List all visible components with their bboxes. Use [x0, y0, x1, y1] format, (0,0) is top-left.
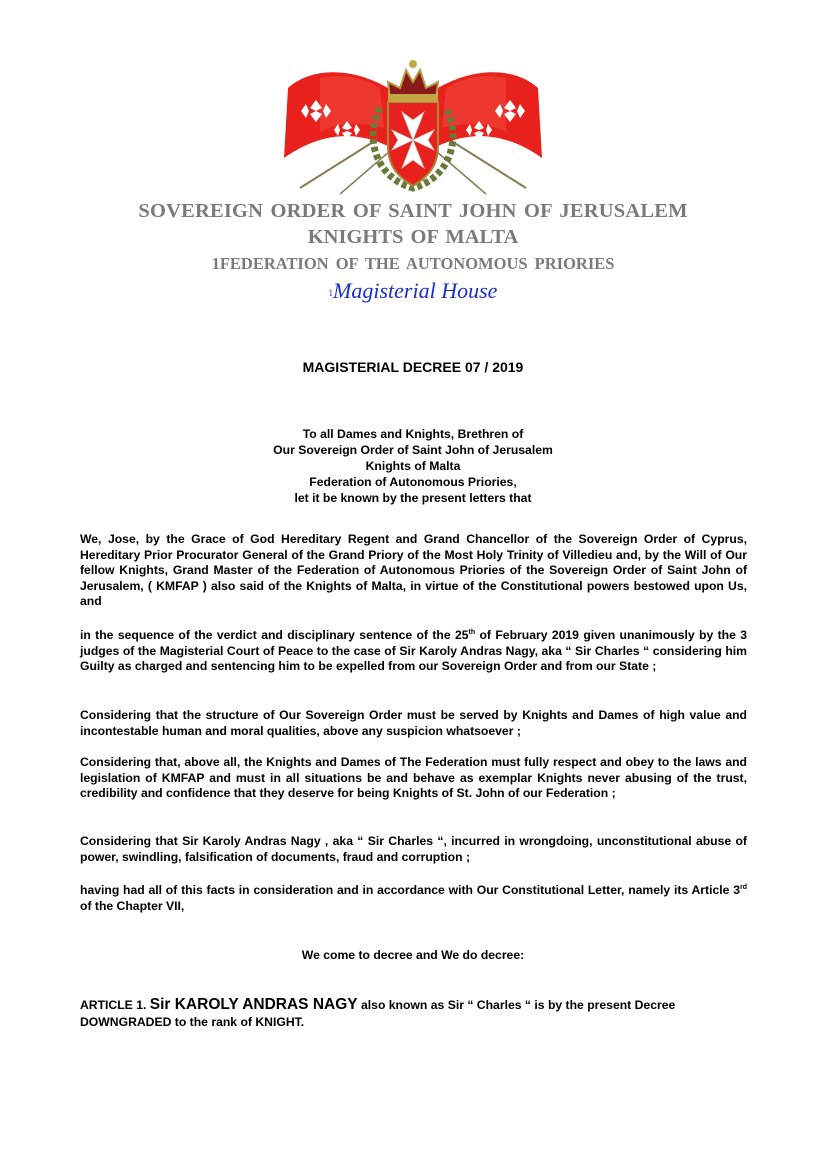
decree-statement: We come to decree and We do decree: [301, 948, 525, 962]
consideration-text-end: of the Chapter VII, [80, 898, 185, 913]
address-line: Federation of Autonomous Priories, [309, 475, 517, 489]
verdict-ordinal: th [468, 628, 476, 636]
paragraph-verdict [80, 628, 747, 675]
address-line: Our Sovereign Order of Saint John of Jerusalem [273, 443, 553, 457]
order-name-heading: SOVEREIGN ORDER OF SAINT JOHN OF JERUSALEM [138, 200, 688, 222]
decree-title: MAGISTERIAL DECREE 07 / 2019 [302, 359, 524, 375]
paragraph-obedience: Considering that, above all, the Knights and Dames of The Federation must fully respect and obey to the laws and legislation of KMFAP and must in all situations be and behave as exemplar Knights never abusing of the trust, credibility and confidence that they deserve for being Knights of St. John of our Federation ; [80, 755, 747, 801]
address-line: Knights of Malta [365, 459, 461, 473]
coat-of-arms-icon [280, 48, 546, 196]
verdict-text-start: in the sequence of the verdict and disciplinary sentence of the 25 [80, 628, 469, 642]
magisterial-house-heading [0, 278, 826, 304]
verdict-text-end: of February 2019 given unanimously by the 3 judges of the Magisterial Court of Peace to the case of Sir Karoly Andras Nagy, aka “ Sir Charles “ considering him Guilty as charged and sentencing him to be expelled from our Sovereign Order and from our State ; [80, 628, 747, 674]
magisterial-house-prefix: 1 [328, 287, 334, 298]
article-text: also known as Sir “ Charles “ is by the present Decree [357, 998, 676, 1012]
address-line: To all Dames and Knights, Brethren of [302, 427, 524, 441]
article-label: ARTICLE 1. [80, 998, 150, 1012]
paragraph-preamble: We, Jose, by the Grace of God Hereditary Regent and Grand Chancellor of the Sovereign Order of Cyprus, Hereditary Prior Procurator General of the Grand Priory of the Most Holy Trinity of Villedieu and, by the Will of Our fellow Knights, Grand Master of the Federation of Autonomous Priories of the Sovereign Order of Saint John of Jerusalem, ( KMFAP ) also said of the Knights of Malta, in virtue of the Constitutional powers bestowed upon Us, and [80, 532, 747, 609]
paragraph-wrongdoing: Considering that Sir Karoly Andras Nagy , aka “ Sir Charles “, incurred in wrongdoing, unconstitutional abuse of power, swindling, falsification of documents, fraud and corruption ; [80, 834, 747, 864]
address-line: let it be known by the present letters that [294, 491, 532, 505]
magisterial-house-text: Magisterial House [333, 278, 498, 303]
paragraph-structure: Considering that the structure of Our Sovereign Order must be served by Knights and Dames of high value and incontestable human and moral qualities, above any suspicion whatsoever ; [80, 708, 747, 738]
article-text-line2: DOWNGRADED to the rank of KNIGHT. [80, 1015, 305, 1029]
article-subject-name: Sir KAROLY ANDRAS NAGY [149, 996, 358, 1013]
article-1 [80, 996, 747, 1031]
paragraph-consideration [80, 883, 747, 914]
consideration-ordinal: rd [740, 883, 747, 891]
address-block [0, 426, 826, 506]
knights-of-malta-heading: KNIGHTS OF MALTA [307, 226, 519, 248]
federation-heading: 1FEDERATION OF THE AUTONOMOUS PRIORIES [211, 254, 615, 273]
consideration-text-start: having had all of this facts in consideration and in accordance with Our Constitutional Letter, namely its Article 3 [80, 883, 740, 897]
